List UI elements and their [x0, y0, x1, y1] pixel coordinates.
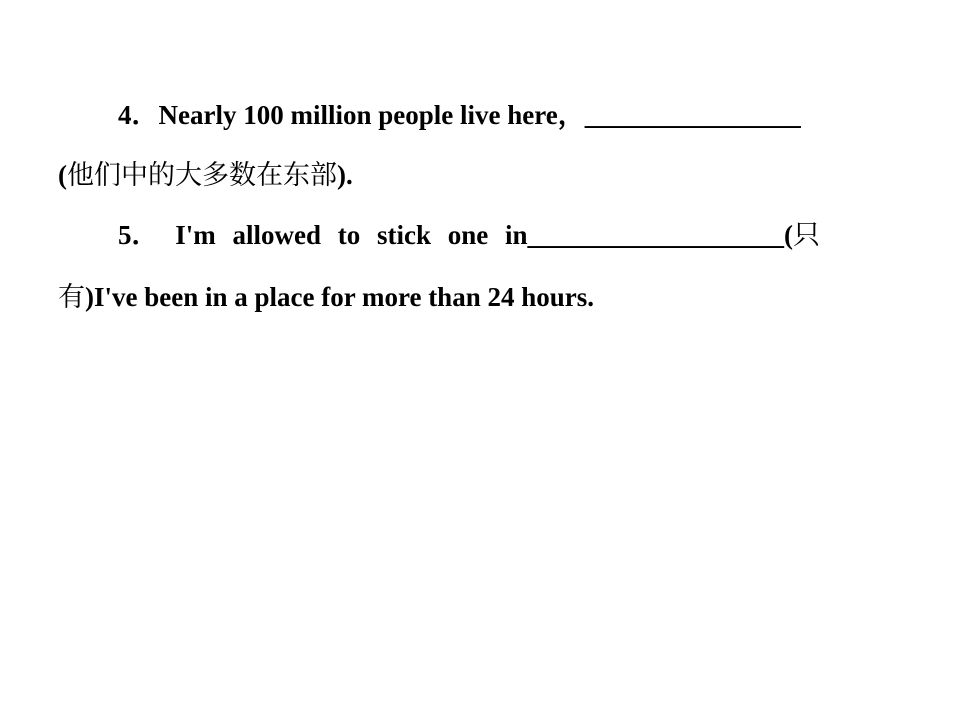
question-4-chinese-hint: 他们中的大多数在东部 [67, 160, 337, 191]
question-5-chinese-hint-part-2: 有 [58, 282, 85, 313]
close-paren: ). [337, 160, 353, 190]
question-4-text: 4．Nearly 100 million people live here，________________ [118, 100, 801, 130]
question-4-line-1 [118, 102, 801, 129]
question-4-line-2 [58, 162, 353, 189]
open-paren: ( [58, 160, 67, 190]
question-5-chinese-hint-part-1: 只 [793, 220, 821, 251]
question-5-line-1 [118, 222, 820, 249]
question-5-line-2 [58, 284, 594, 311]
question-5-text: 5． I'm allowed to stick one in___________________( [118, 220, 794, 250]
question-5-text-continued: )I've been in a place for more than 24 hours. [85, 282, 594, 312]
